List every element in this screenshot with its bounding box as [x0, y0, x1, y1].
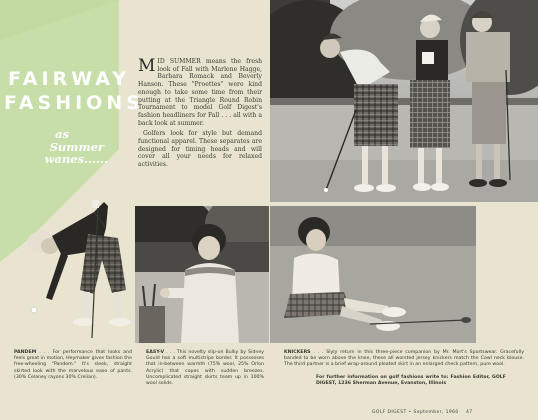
- photo-easyv-golfer: [135, 206, 269, 343]
- caption-knickers: [284, 350, 524, 369]
- footer-bullet: •: [408, 410, 412, 415]
- caption-pandem: [14, 350, 132, 381]
- page-footer: [372, 410, 472, 415]
- intro-paragraph-1: ID SUMMER means the fresh look of Fall with Marlene Hagge, Barbara Romack and Beverly Hanson. These "Proettes" were kind enough to take some time from their putting at the Triangle Round Robin Tournament to model Golf Digest's fashion headliners for Fall . . . all with a back look at summer.: [138, 58, 262, 127]
- intro-article: [138, 58, 262, 172]
- further-info-note: For further information on golf fashions write to: Fashion Editor, GOLF DIGEST, 1236 Sherman Avenue, Evanston, Illinois: [316, 375, 506, 387]
- caption-pandem-label: PANDEM: [14, 350, 37, 355]
- page-number: 47: [465, 410, 473, 415]
- subhead-line2: Summer: [49, 140, 104, 154]
- headline-line2: FASHIONS: [4, 92, 144, 114]
- caption-knickers-label: KNICKERS: [284, 350, 311, 355]
- photo-three-golfers: [270, 0, 538, 202]
- caption-knickers-text: . . . Slyly return in this three-piece companion by Mr. Mort's Sportswear. Gracefully banded to be worn above the knee, these all worsted jersey knickers match the Cowl neck blouse. The third partner is a brief wrap-around pleated skirt in an enlarged check pattern, pure wool.: [284, 350, 524, 368]
- subhead-line1: as: [55, 127, 69, 141]
- photo-knickers-golfer: [270, 206, 476, 343]
- dropcap: M: [138, 56, 156, 76]
- footer-magazine: GOLF DIGEST: [372, 410, 407, 415]
- caption-easyv: [146, 350, 264, 387]
- photo-pandem-golfer: [22, 198, 132, 343]
- caption-easyv-text: . . . This novelty slip-on Bulky by Sidney Gould has a soft multistripe border. It possesses that in-between warmth (75% wool, 25% Orlon Acrylic) that copes with sudden breezes. Uncomplicated straight skirts team up in 100% wool solids.: [146, 350, 264, 387]
- headline-line1: FAIRWAY: [8, 68, 130, 90]
- caption-easyv-label: EASY-V: [146, 350, 165, 355]
- subhead-line3: wanes......: [44, 152, 108, 166]
- caption-pandem-text: . . . For performance that looks and feels great in motion, Heymaker gives fashion the free-wheeling "Pandem." It's sleek, straight skirted look with the marvelous ease of pants. (30% Celaney rayons 30% Crelian).: [14, 350, 132, 380]
- intro-paragraph-2: Golfers look for style but demand functional apparel. These separates are designed for timing heads and will cover all your needs for relaxed activities.: [138, 130, 262, 169]
- footer-date: September, 1960: [413, 410, 459, 415]
